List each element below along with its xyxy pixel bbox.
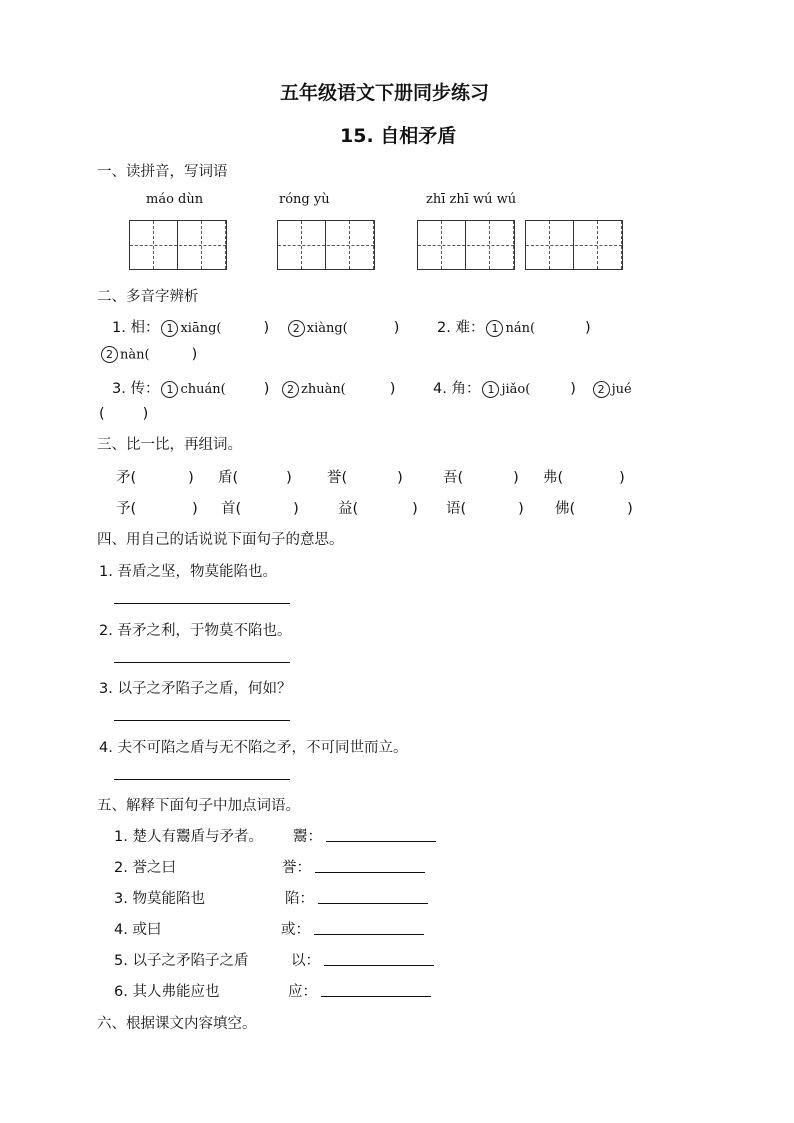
pinyin-1: máo dùn [146,192,204,207]
explain-item-6-word: 应： [288,984,317,1000]
sentence-3: 3. 以子之矛陷子之盾，何如？ [99,681,292,697]
q2-reading-a: nán( [505,321,536,336]
paren-close: ) [393,320,400,336]
answer-line-1[interactable] [114,603,290,604]
sentence-1: 1. 吾盾之坚，物莫能陷也。 [99,564,277,580]
explain-item-1-text: 1. 楚人有鬻盾与矛者。 [114,829,263,845]
sentence-2: 2. 吾矛之利，于物莫不陷也。 [99,623,292,639]
circle-1-icon: 1 [482,381,499,398]
explain-item-3-text: 3. 物莫能陷也 [114,891,205,907]
polyphone-q4 [433,377,632,398]
paren-close: ) [585,320,591,336]
circle-2-icon: 2 [288,320,305,337]
compare-row-1-item-3: 誉( ) [327,470,403,486]
explain-item-5-word: 以： [291,953,320,969]
compare-row-2-item-5: 佛( ) [555,501,633,517]
paren-close: ) [263,320,270,336]
lesson-title: 15. 自相矛盾 [340,125,457,147]
pinyin-3: zhī zhī wú wú [426,192,517,207]
explain-item-2-text: 2. 誉之曰 [114,860,176,876]
compare-row-1-item-1: 矛( ) [116,470,194,486]
q3-label: 3. 传： [112,381,160,397]
explain-blank-6[interactable] [321,996,431,997]
q2-label: 2. 难： [437,320,485,336]
explain-item-6-text: 6. 其人弗能应也 [114,984,220,1000]
q1-reading-a: xiāng( [180,321,222,336]
paren-close: ) [389,381,396,397]
paren-close: ) [570,381,576,397]
q2-reading-b: nàn( [120,347,150,363]
compare-row-1-item-4: 吾( ) [443,470,519,486]
compare-row-2-item-3: 益( ) [338,501,418,517]
explain-blank-2[interactable] [315,872,425,873]
q4-reading-a: jiǎo( [501,382,531,397]
explain-item-1-word: 鬻： [293,829,322,845]
circle-1-icon: 1 [486,320,503,337]
section-3-heading: 三、比一比，再组词。 [97,437,242,453]
circle-2-icon: 2 [593,381,610,398]
section-5-heading: 五、解释下面句子中加点词语。 [97,798,300,814]
circle-1-icon: 1 [161,320,178,337]
answer-line-2[interactable] [114,662,290,663]
section-6-heading: 六、根据课文内容填空。 [97,1016,257,1032]
writing-grid-3[interactable] [417,220,515,270]
explain-item-3-word: 陷： [285,891,314,907]
writing-grid-1[interactable] [129,220,227,270]
explain-blank-5[interactable] [324,965,434,966]
q3-reading-b: zhuàn( [300,382,346,397]
polyphone-q2 [437,316,591,337]
circle-1-icon: 1 [161,381,178,398]
q4-reading-b: jué [611,382,632,397]
pinyin-2: róng yù [279,192,330,207]
explain-blank-4[interactable] [314,934,424,935]
writing-grid-4[interactable] [525,220,623,270]
explain-blank-1[interactable] [326,841,436,842]
polyphone-q1 [112,316,399,337]
compare-row-2-item-4: 语( ) [446,501,524,517]
circle-2-icon: 2 [282,381,299,398]
explain-item-2-word: 誉： [282,860,311,876]
explain-item-4-text: 4. 或曰 [114,922,162,938]
page-title: 五年级语文下册同步练习 [280,82,490,104]
section-2-heading: 二、多音字辨析 [97,289,199,305]
polyphone-q2-cont [99,346,197,363]
writing-grid-2[interactable] [277,220,375,270]
explain-item-4-word: 或： [281,922,310,938]
explain-item-5-text: 5. 以子之矛陷子之盾 [114,953,249,969]
paren-open: ( [99,406,105,422]
paren-close: ) [142,406,149,422]
q1-label: 1. 相： [112,320,160,336]
explain-blank-3[interactable] [318,903,428,904]
compare-row-2-item-1: 予( ) [116,501,198,517]
answer-line-4[interactable] [114,779,290,780]
circle-2-icon: 2 [101,346,118,363]
q3-reading-a: chuán( [180,382,226,397]
sentence-4: 4. 夫不可陷之盾与无不陷之矛，不可同世而立。 [99,740,408,756]
q4-label: 4. 角： [433,381,481,397]
compare-row-2-item-2: 首( ) [221,501,299,517]
polyphone-q4-cont [99,406,148,422]
polyphone-q3 [112,377,395,398]
paren-close: ) [263,381,270,397]
compare-row-1-item-5: 弗( ) [543,470,625,486]
compare-row-1-item-2: 盾( ) [218,470,292,486]
section-1-heading: 一、读拼音，写词语 [97,164,228,180]
answer-line-3[interactable] [114,720,290,721]
paren-close: ) [191,346,198,363]
q1-reading-b: xiàng( [306,321,348,336]
section-4-heading: 四、用自己的话说说下面句子的意思。 [97,532,344,548]
